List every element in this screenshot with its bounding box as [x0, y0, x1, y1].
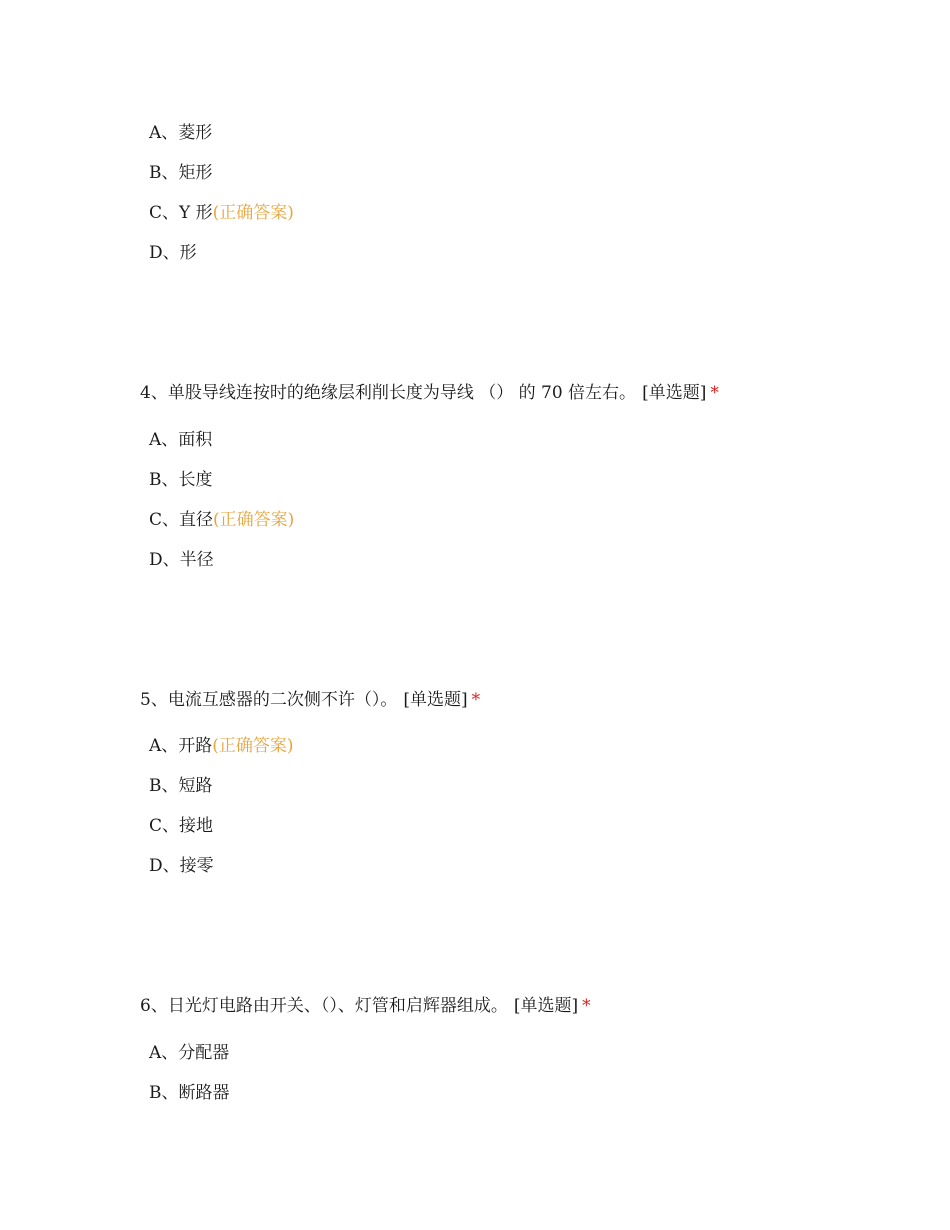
question-type: [单选题]: [513, 996, 579, 1016]
option-text: A、菱形: [149, 123, 213, 143]
option-text: A、开路: [149, 736, 213, 756]
question-text: 4、单股导线连按时的绝缘层利削长度为导线 （） 的 70 倍左右。: [140, 383, 637, 403]
option-text: C、Y 形: [149, 203, 213, 223]
option-text: D、形: [149, 243, 197, 263]
option-b[interactable]: [149, 1082, 230, 1104]
option-a[interactable]: [149, 429, 212, 451]
option-b[interactable]: [149, 469, 213, 491]
correct-answer-label: (正确答案): [213, 510, 295, 530]
option-d[interactable]: [149, 242, 197, 264]
question-text: 5、电流互感器的二次侧不许（）。: [140, 690, 398, 710]
required-marker: *: [471, 690, 481, 710]
question-type: [单选题]: [403, 690, 468, 710]
option-text: C、直径: [149, 510, 214, 530]
option-text: A、分配器: [149, 1043, 230, 1063]
option-a[interactable]: [149, 735, 294, 757]
question-title: [140, 995, 591, 1017]
required-marker: *: [582, 996, 591, 1016]
option-text: C、接地: [149, 816, 214, 836]
option-c[interactable]: [149, 815, 213, 837]
option-a[interactable]: [149, 122, 212, 144]
question-text: 6、日光灯电路由开关、（）、灯管和启辉器组成。: [140, 996, 508, 1016]
question-title: [140, 382, 719, 404]
option-text: B、矩形: [149, 163, 213, 183]
question-title: [140, 689, 480, 711]
correct-answer-label: (正确答案): [212, 736, 294, 756]
option-c[interactable]: [149, 202, 294, 224]
option-c[interactable]: [149, 509, 294, 531]
option-text: B、断路器: [149, 1083, 230, 1103]
option-a[interactable]: [149, 1042, 229, 1064]
option-b[interactable]: [149, 775, 213, 797]
option-d[interactable]: [149, 549, 214, 571]
option-text: D、接零: [149, 856, 214, 876]
question-type: [单选题]: [642, 383, 707, 403]
option-text: D、半径: [149, 550, 214, 570]
option-b[interactable]: [149, 162, 213, 184]
option-text: B、长度: [149, 470, 213, 490]
correct-answer-label: (正确答案): [212, 203, 294, 223]
option-d[interactable]: [149, 855, 214, 877]
option-text: A、面积: [149, 430, 213, 450]
required-marker: *: [710, 383, 719, 403]
option-text: B、短路: [149, 776, 213, 796]
